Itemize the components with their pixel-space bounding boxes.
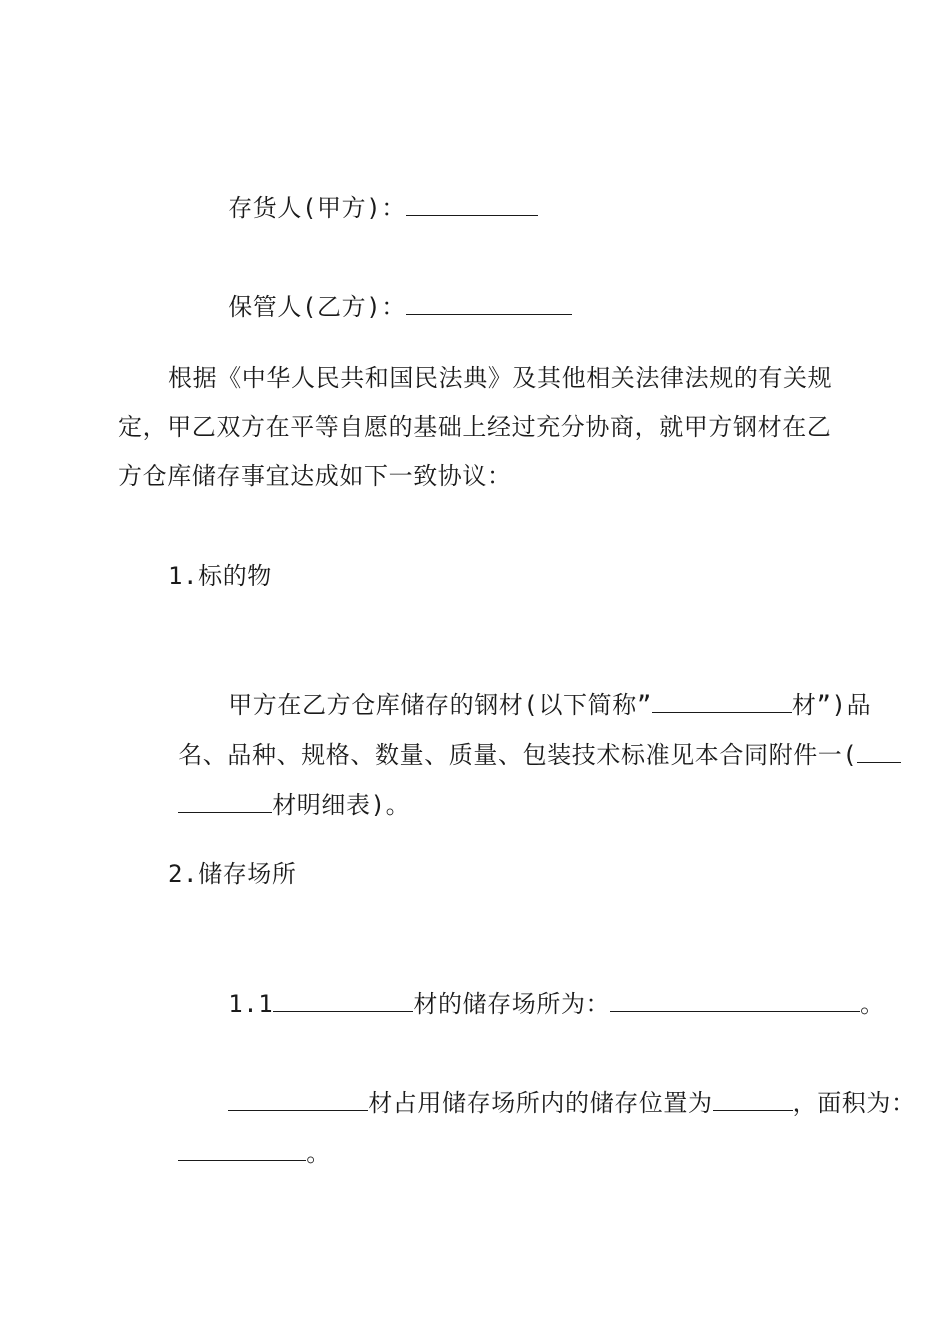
- section-1-heading: 1.标的物: [168, 562, 272, 590]
- section-1-line-3: [118, 760, 410, 850]
- section-1-text-a: 甲方在乙方仓库储存的钢材(以下简称”: [228, 691, 652, 719]
- section-1-text-b: 材”)品: [791, 691, 872, 719]
- section-1-text-c: 名、品种、规格、数量、质量、包装技术标准见本合同附件一(: [178, 741, 858, 769]
- clause-1-1-text: 材的储存场所为：: [413, 990, 611, 1018]
- storage-place-blank[interactable]: [610, 989, 860, 1012]
- intro-line-3: 方仓库储存事宜达成如下一致协议：: [118, 462, 512, 490]
- area-blank[interactable]: [178, 1138, 306, 1161]
- keeper-label: 保管人(乙方)：: [228, 293, 406, 321]
- appendix-blank-part1[interactable]: [857, 740, 901, 763]
- depositor-blank[interactable]: [406, 193, 538, 216]
- position-text-b: ，面积为：: [792, 1089, 916, 1117]
- clause-1-1-end: 。: [860, 990, 885, 1018]
- keeper-line: [168, 262, 572, 352]
- position-line-2: [118, 1108, 331, 1198]
- position-text-a: 材占用储存场所内的储存位置为: [368, 1089, 713, 1117]
- depositor-label: 存货人(甲方)：: [228, 194, 406, 222]
- clause-1-1-number: 1.1: [228, 990, 274, 1018]
- section-1-text-d: 材明细表)。: [272, 791, 411, 819]
- position-text-c: 。: [306, 1139, 331, 1167]
- clause-1-1-material-blank[interactable]: [273, 989, 413, 1012]
- intro-line-2: 定，甲乙双方在平等自愿的基础上经过充分协商，就甲方钢材在乙: [118, 413, 832, 441]
- appendix-blank-part2[interactable]: [178, 790, 272, 813]
- clause-1-1-line: [168, 959, 885, 1049]
- intro-line-1: 根据《中华人民共和国民法典》及其他相关法律法规的有关规: [168, 364, 833, 392]
- keeper-blank[interactable]: [406, 292, 572, 315]
- depositor-line: [168, 163, 538, 253]
- section-2-heading: 2.储存场所: [168, 860, 297, 888]
- storage-position-blank[interactable]: [713, 1088, 793, 1111]
